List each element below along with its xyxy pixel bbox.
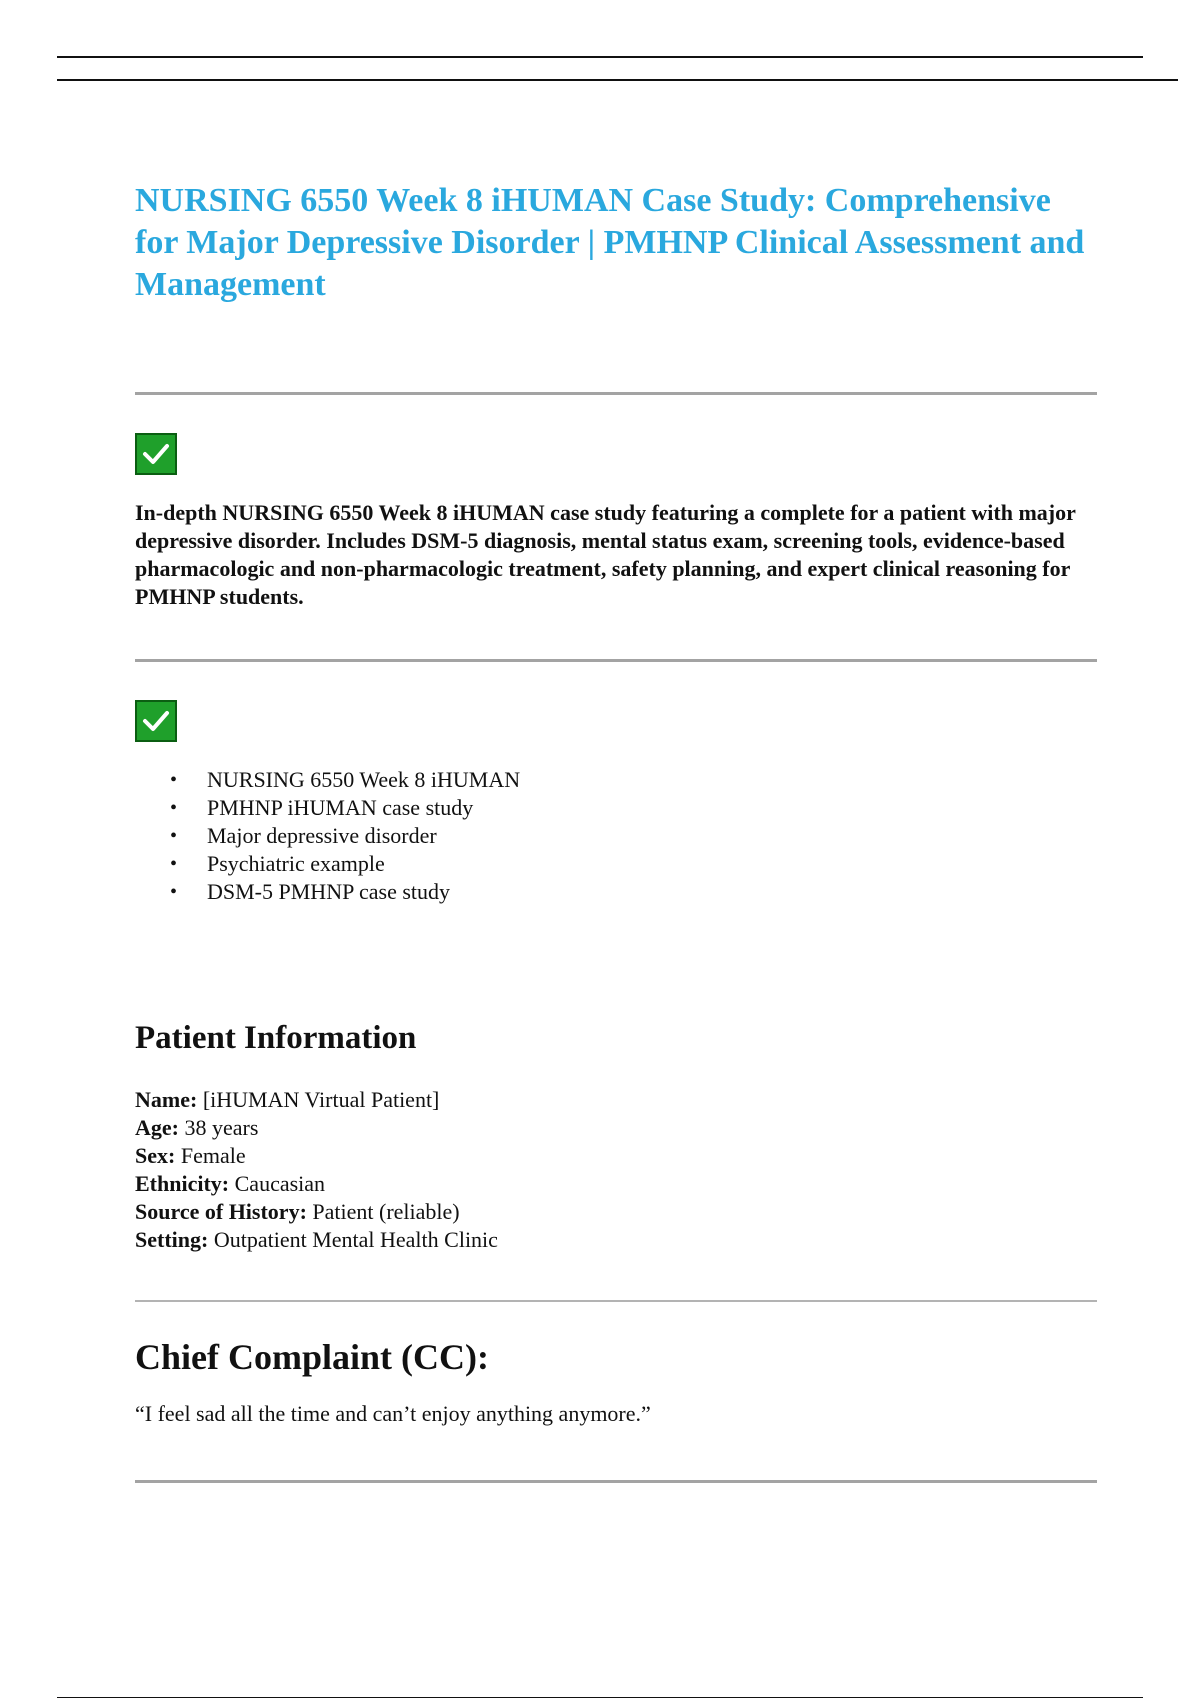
field-value: [iHUMAN Virtual Patient] (202, 1087, 440, 1112)
patient-info-heading: Patient Information (135, 1020, 417, 1056)
check-box-icon (135, 433, 177, 475)
patient-field-age (135, 1114, 1097, 1142)
document-title: NURSING 6550 Week 8 iHUMAN Case Study: Comprehensive for Major Depressive Disorder | PMHNP Clinical Assessment and Management (135, 182, 1085, 303)
field-label: Sex: (135, 1143, 176, 1168)
field-label: Name: (135, 1087, 198, 1112)
page-top-rule (57, 56, 1143, 58)
keyword-item: • Major depressive disorder (135, 822, 1097, 850)
page-bottom-rule (57, 1697, 1143, 1698)
patient-field-name (135, 1086, 1097, 1114)
field-label: Source of History: (135, 1199, 307, 1224)
field-label: Age: (135, 1115, 179, 1140)
patient-field-setting (135, 1226, 1097, 1254)
keyword-item: • PMHNP iHUMAN case study (135, 794, 1097, 822)
field-label: Setting: (135, 1227, 209, 1252)
keyword-list (135, 766, 1097, 906)
field-label: Ethnicity: (135, 1171, 230, 1196)
field-value: Female (180, 1143, 246, 1168)
patient-field-source-of-history (135, 1198, 1097, 1226)
keyword-item: • Psychiatric example (135, 850, 1097, 878)
chief-complaint-text: “I feel sad all the time and can’t enjoy anything anymore.” (135, 1401, 651, 1426)
field-value: Patient (reliable) (312, 1199, 460, 1224)
keyword-item: • DSM-5 PMHNP case study (135, 878, 1097, 906)
field-value: 38 years (184, 1115, 259, 1140)
patient-field-ethnicity (135, 1170, 1097, 1198)
document-body (135, 180, 1097, 1483)
divider (135, 1480, 1097, 1483)
check-box-icon (135, 700, 177, 742)
patient-field-sex (135, 1142, 1097, 1170)
field-value: Caucasian (234, 1171, 326, 1196)
patient-info-fields (135, 1086, 1097, 1254)
document-summary: In-depth NURSING 6550 Week 8 iHUMAN case study featuring a complete for a patient with major depressive disorder. Includes DSM-5 diagnosis, mental status exam, screening tools, evidence-based pharmacologic and non-pharmacologic treatment, safety planning, and expert clinical reasoning for PMHNP students. (135, 500, 1076, 609)
page-top-rule-secondary (57, 79, 1178, 81)
keyword-item: • NURSING 6550 Week 8 iHUMAN (135, 766, 1097, 794)
chief-complaint-heading: Chief Complaint (CC): (135, 1337, 489, 1377)
field-value: Outpatient Mental Health Clinic (213, 1227, 498, 1252)
